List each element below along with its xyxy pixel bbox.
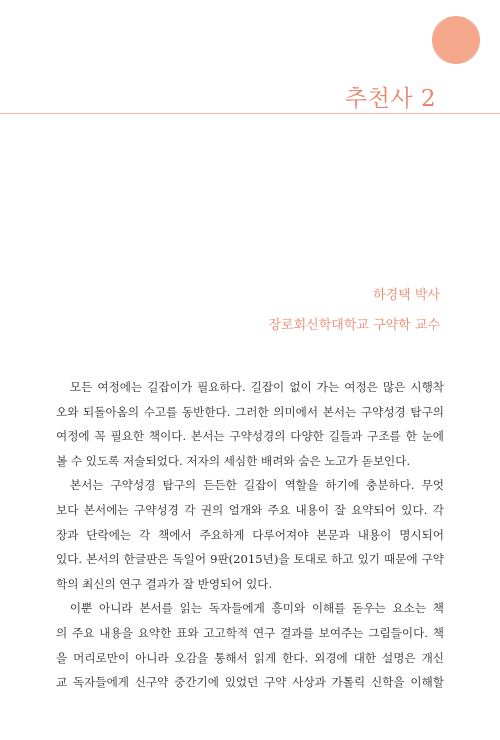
author-affiliation: 장로회신학대학교 구약학 교수: [268, 318, 440, 333]
body-line: 을 머리로만이 아니라 오감을 통해서 읽게 한다. 외경에 대한 설명은 개신: [56, 650, 444, 665]
author-block: [268, 287, 440, 335]
body-line: 볼 수 있도록 저술되었다. 저자의 세심한 배려와 숨은 노고가 돋보인다.: [56, 453, 411, 468]
author-name: 하경택 박사: [373, 288, 440, 303]
body-line: 있다. 본서의 한글판은 독일어 9판(2015년)을 토대로 하고 있기 때문에 구약: [56, 552, 444, 567]
body-line: 본서는 구약성경 탐구의 든든한 길잡이 역할을 하기에 충분하다. 무엇: [69, 478, 444, 493]
body-line: 보다 본서에는 구약성경 각 권의 얼개와 주요 내용이 잘 요약되어 있다. 각: [56, 502, 444, 517]
body-line: 여정에 꼭 필요한 책이다. 본서는 구약성경의 다양한 길들과 구조를 한 눈에: [56, 429, 444, 444]
body-text: [56, 375, 444, 695]
corner-decoration-circle: [432, 16, 480, 64]
title-divider: [0, 113, 500, 114]
body-line: 의 주요 내용을 요약한 표와 고고학적 연구 결과를 보여주는 그림들이다. 책: [56, 625, 444, 640]
body-line: 이뿐 아니라 본서를 읽는 독자들에게 흥미와 이해를 돋우는 요소는 책: [69, 601, 444, 616]
body-line: 장과 단락에는 각 책에서 주요하게 다루어져야 본문과 내용이 명시되어: [56, 527, 444, 542]
body-line: 학의 최신의 연구 결과가 잘 반영되어 있다.: [56, 576, 273, 591]
body-line: 오와 되돌아옴의 수고를 동반한다. 그러한 의미에서 본서는 구약성경 탐구의: [56, 404, 444, 419]
body-line: 교 독자들에게 신구약 중간기에 있었던 구약 사상과 가톨릭 신학을 이해할: [56, 675, 444, 690]
body-line: 모든 여정에는 길잡이가 필요하다. 길잡이 없이 가는 여정은 많은 시행착: [69, 380, 444, 394]
chapter-title: 추천사 2: [344, 86, 436, 112]
